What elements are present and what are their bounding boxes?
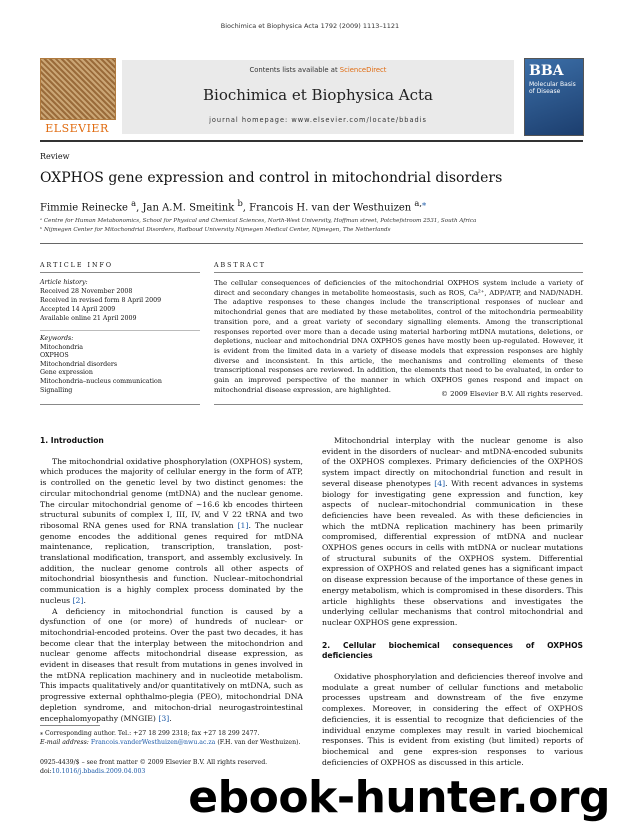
footnote-email-line	[40, 739, 308, 748]
affiliation: ᵇ Nijmegen Center for Mitochondrial Disorders, Radboud University Nijmegen Medical Center, Nijmegen, The Netherlands	[40, 227, 391, 233]
journal-homepage[interactable]: journal homepage: www.elsevier.com/locate/bbadis	[209, 116, 427, 124]
keyword: Signalling	[40, 386, 73, 394]
text-run: .	[169, 713, 172, 723]
text-run: Mitochondrial interplay with the nuclear genome is also evident in the disorders of nuclear- and mtDNA-encoded subunits of the OXPHOS complexes. Primary deficiencies of the OXPHOS system impact directly on mitochondrial function and result in several disease phenotypes	[322, 436, 583, 488]
citation-link[interactable]: [4]	[434, 478, 446, 488]
divider	[40, 272, 200, 273]
affiliation: ᵃ Centre for Human Metabonomics, School for Physical and Chemical Sciences, North-West University, Hoffman street, Potchefstroom 2531, South Africa	[40, 218, 477, 224]
article-title: OXPHOS gene expression and control in mitochondrial disorders	[40, 170, 503, 186]
journal-title: Biochimica et Biophysica Acta	[203, 86, 433, 104]
keyword: Gene expression	[40, 369, 93, 377]
divider	[214, 272, 583, 273]
paragraph: Oxidative phosphorylation and deficiencies thereof involve and modulate a great number of cellular functions and metabolic processes upstream and downstream of the five enzyme complexes. Moreover, in considering the effect of OXPHOS deficiencies, it is essential to recognize that deficiencies of the individual enzyme complexes may result in varied biochemical responses. This is evident from existing (but limited) reports of biochemical and gene expres-sion responses to various deficiencies of OXPHOS as discussed in this article.	[322, 672, 583, 767]
contents-line	[122, 66, 514, 74]
author-affiliation-mark: a,	[414, 198, 423, 208]
email-label: E-mail address:	[40, 738, 91, 746]
elsevier-tree-icon	[40, 58, 116, 120]
cover-name: BBA	[529, 63, 564, 79]
cover-subtitle: Molecular Basis of Disease	[529, 81, 576, 96]
doi-label: doi:	[40, 767, 52, 775]
issn-line: 0925-4439/$ – see front matter © 2009 Elsevier B.V. All rights reserved.	[40, 759, 268, 766]
article-type: Review	[40, 152, 70, 161]
elsevier-logo	[40, 58, 114, 134]
running-header: Biochimica et Biophysica Acta 1792 (2009) 1113–1121	[220, 22, 400, 30]
article-history	[40, 278, 200, 323]
history-label: Article history:	[40, 279, 88, 286]
divider	[40, 404, 200, 405]
author-list: Fimmie Reinecke $^a$, Jan A.M. Smeitink $^b$, Francois H. van der Westhuizen $^{a,⁎}$	[40, 198, 427, 214]
author-affiliation-mark: a	[131, 198, 137, 208]
author-name: Francois H. van der Westhuizen	[249, 202, 412, 214]
text-run: The mitochondrial oxidative phosphorylation (OXPHOS) system, which produces the majority of cellular energy in the form of ATP, is controlled on the genetic level by two distinct genomes: the circular mitochondrial genome (mtDNA) and the nuclear genome. The circular mitochondrial genome of ~16.6 kb encodes thirteen structural subunits of complex I, III, IV, and V 22 tRNA and two ribosomal RNA genes used for RNA translation	[40, 456, 303, 530]
keywords-label: Keywords:	[40, 335, 74, 342]
keyword: OXPHOS	[40, 352, 69, 360]
body-left-column	[40, 436, 303, 724]
footnote-rule	[40, 725, 100, 726]
doi-link[interactable]: 10.1016/j.bbadis.2009.04.003	[51, 767, 146, 775]
keyword-list	[40, 335, 200, 395]
journal-banner	[122, 60, 514, 134]
article-info-heading: ARTICLE INFO	[40, 262, 113, 269]
text-run: .	[83, 595, 86, 605]
header-rule	[40, 140, 583, 142]
publisher-name: ELSEVIER	[45, 122, 109, 135]
abstract-heading: ABSTRACT	[214, 262, 266, 269]
text-run: . With recent advances in systems biology for investigating gene expression and function, key aspects of nuclear–mitochondrial communication in these deficiencies have been revealed. As with these deficiencies in which the mtDNA replication machinery has been primarily compromised, differential expression of mtDNA and nuclear OXPHOS genes occurs in cells with mtDNA or nuclear mutations of structural subunits of the OXPHOS system. Differential expression of OXPHOS and related genes has a significant impact on disease expression because of the importance of these genes in energy metabolism, which is compromised in these disorders. This article highlights these observations and investigates the underlying cellular mechanisms that control mitochondrial and nuclear OXPHOS gene expression.	[322, 478, 583, 627]
keyword: Mitochondrial disorders	[40, 360, 118, 368]
citation-link[interactable]: [2]	[72, 595, 84, 605]
sciencedirect-link[interactable]: ScienceDirect	[339, 66, 387, 74]
keyword: Mitochondria	[40, 343, 84, 351]
author-name: Jan A.M. Smeitink	[142, 202, 235, 214]
section-heading: 2. Cellular biochemical consequences of OXPHOS deficiencies	[322, 640, 583, 661]
keyword: Mitochondria–nucleus communication	[40, 377, 162, 385]
text-run: A deficiency in mitochondrial function is caused by a dysfunction of one (or more) of hundreds of nuclear- or mitochondrial-encoded proteins. Over the past two decades, it has become clear that the interplay between the mitochondrion and nuclear genome affects mitochondrial disease expression, as evident in diseases that result from mutations in genes involved in the mtDNA replication machinery and in nucleotide metabolism. This impacts qualitatively and/or quantitatively on mtDNA, such as progressive external ophthalmo-plegia (PEO), mitochondrial DNA depletion syndrome, and mitochon-drial neurogastrointestinal encephalomyopathy (MNGIE)	[40, 606, 303, 723]
contents-prefix: Contents lists available at	[249, 66, 340, 74]
divider	[40, 330, 200, 331]
affiliation-rule	[40, 243, 583, 244]
author-affiliation-mark: b	[237, 198, 243, 208]
footnote-contact: ⁎ Corresponding author. Tel.: +27 18 299 2318; fax +27 18 299 2477.	[40, 730, 260, 737]
history-item: Accepted 14 April 2009	[40, 306, 116, 313]
watermark: ebook-hunter.org	[188, 772, 610, 823]
divider	[214, 404, 583, 405]
paragraph	[40, 607, 303, 725]
corresponding-author-footnote	[40, 730, 308, 747]
section-heading: 1. Introduction	[40, 436, 104, 445]
abstract-copyright: © 2009 Elsevier B.V. All rights reserved.	[441, 390, 583, 398]
corresponding-author-link[interactable]: ⁎	[422, 198, 427, 208]
author-name: Fimmie Reinecke	[40, 202, 128, 214]
text-run: . The nuclear genome encodes the additional genes required for mtDNA maintenance, replication, transcription, translation, post-translational modification, transport, and assembly exclusively. In addition, the nuclear genome controls all other aspects of mitochondrial biosynthesis and function. Nuclear–mitochondrial communication is a highly complex process dominated by the nucleus	[40, 520, 303, 605]
email-link[interactable]: Francois.vanderWesthuizen@nwu.ac.za	[90, 738, 216, 746]
citation-link[interactable]: [1]	[237, 520, 249, 530]
citation-link[interactable]: [3]	[158, 713, 170, 723]
journal-cover	[524, 58, 584, 136]
body-right-column	[322, 436, 583, 768]
history-item: Received 28 November 2008	[40, 288, 133, 295]
paragraph	[322, 436, 583, 629]
email-suffix: (F.H. van der Westhuizen).	[215, 738, 301, 746]
history-item: Available online 21 April 2009	[40, 315, 137, 322]
history-item: Received in revised form 8 April 2009	[40, 297, 162, 304]
paragraph	[40, 457, 303, 607]
abstract-text: The cellular consequences of deficiencies of the mitochondrial OXPHOS system include a variety of direct and secondary changes in metabolite homeostasis, such as ROS, Ca²⁺, ADP/ATP, and NAD/NADH. The adaptive responses to these changes include the transcriptional responses of nuclear and mitochondrial genes that are mediated by these metabolites, control of the mitochondria permeability transition pore, and a great variety of secondary signalling elements. Among the transcriptional responses reported over more than a decade using material harboring mtDNA mutations, deletions, or depletions, nuclear and mitochondrial DNA OXPHOS genes have mostly been up-regulated. However, it is evident from the limited data in a variety of disease models that expression responses are highly diverse and inconsistent. In this article, the mechanisms and controlling elements of these transcriptional responses are reviewed. In addition, the elements that need to be evaluated, in order to gain an improved perspective of the manner in which OXPHOS genes respond and impact on mitochondrial disease expression, are highlighted.	[214, 279, 583, 394]
